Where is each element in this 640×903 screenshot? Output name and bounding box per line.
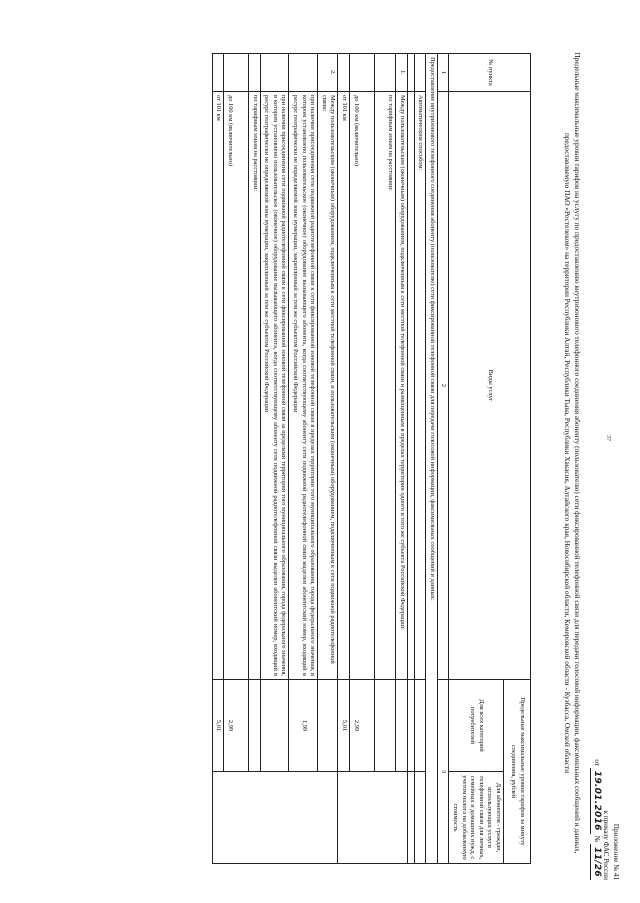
empty-cell xyxy=(350,54,375,92)
empty-cell xyxy=(289,54,318,92)
table-row-item-1-up-to-100 xyxy=(350,54,375,864)
spacer-row xyxy=(407,54,414,864)
header-citizens: Для абонентов - граждан, использующих услуги телефонной связи для личных, семейных и домашних нужд, с учетом налога на добавленную стоимость xyxy=(449,772,504,864)
empty-cell xyxy=(260,680,289,772)
empty-cell xyxy=(318,680,338,772)
item-1-from-101-value: 5,01 xyxy=(338,680,350,772)
item-2-title: Между пользовательским (оконечным) оборудованием, подключенным к сети местной телефонной связи, и пользовательским (оконечным) оборудованием, подключенным к сети подвижной радиотелефонной связи: xyxy=(318,92,338,680)
item-2-number: 2. xyxy=(318,54,338,92)
header-service-type: Виды услуг xyxy=(449,92,531,680)
header-all-consumers: Для всех категорий потребителей xyxy=(449,680,504,772)
table-row-item-2-from-101 xyxy=(212,54,224,864)
item-2-case-a-value: 1,99 xyxy=(289,680,318,772)
table-row-item-2-up-to-100 xyxy=(224,54,249,864)
number-prefix: № xyxy=(593,835,601,843)
empty-cell xyxy=(407,772,414,864)
item-1-number: 1. xyxy=(396,54,408,92)
column-index-row xyxy=(437,54,449,864)
empty-cell xyxy=(375,54,396,92)
item-1-citizens-cell xyxy=(338,772,407,864)
document-title: Предельные максимальные уровни тарифов на услугу по предоставлению внутризонового телефонного соединения абоненту (пользователю) сети фиксированной телефонной связи для передачи голосовой информации, факсимильных сообщений и данных, предоставляемую ПАО «Ростелеком» на территории Республики Алтай, Республики Тыва, Республики Хакасия, Алтайского края, Новосибирской области, Кемеровской области - Кузбасса, Омской области xyxy=(563,52,582,854)
page-number: 37 xyxy=(605,435,611,441)
item-1-title: Между пользовательским (оконечным) оборудованием, подключенным к сети местной телефонной связи и размещенным в пределах территории одного и того же субъекта Российской Федерации: xyxy=(396,92,408,680)
item-2-case-b: при наличии присоединения сети подвижной радиотелефонной связи к сети фиксированной зоновой телефонной связи за пределами территории того муниципального образования, города федерального значения, в котором установлено пользовательское (оконечное) оборудование вызывающего абонента, когда соответствующему абоненту сети подвижной радиотелефонной связи выделен абонентский номер, входящий в ресурс географически не определяемой зоны нумерации, закрепленный за тем же субъектом Российской Федерации xyxy=(260,92,289,680)
handwritten-order-number: 11/26 xyxy=(591,844,602,880)
rotated-document-sheet xyxy=(20,20,620,885)
empty-cell xyxy=(249,680,261,772)
section-title: Предоставление внутризонового телефонного соединения абоненту (пользователю) сети фиксированной телефонной связи для передачи голосовой информации, факсимильных сообщений и данных: xyxy=(426,54,438,864)
table-header-row xyxy=(504,54,531,864)
empty-cell xyxy=(414,680,426,772)
item-2-citizens-cell xyxy=(212,772,338,864)
section-title-row xyxy=(426,54,438,864)
appendix-header xyxy=(591,710,621,880)
empty-cell xyxy=(260,54,289,92)
table-row-item-1-from-101 xyxy=(338,54,350,864)
empty-cell xyxy=(338,54,350,92)
empty-cell xyxy=(407,54,414,92)
empty-cell xyxy=(396,680,408,772)
table-row-item-2 xyxy=(318,54,338,864)
auto-method-row xyxy=(414,54,426,864)
empty-cell xyxy=(249,54,261,92)
appendix-order-ref: к приказу ФАС России xyxy=(602,810,611,880)
table-row-item-2-case-b xyxy=(260,54,289,864)
auto-method-label: Автоматическим способом: xyxy=(414,92,426,680)
appendix-number: Приложение № 41 xyxy=(612,823,620,880)
table-row-item-1-zones xyxy=(375,54,396,864)
item-2-up-to-100: до 100 км (включительно) xyxy=(224,92,249,680)
empty-cell xyxy=(414,54,426,92)
item-2-tariff-zones: по тарифным зонам на расстоянии: xyxy=(249,92,261,680)
index-cell-3: 3 xyxy=(437,680,449,864)
empty-cell xyxy=(407,680,414,772)
item-2-up-to-100-value: 2,99 xyxy=(224,680,249,772)
item-1-from-101: от 101 км xyxy=(338,92,350,680)
item-2-from-101-value: 5,01 xyxy=(212,680,224,772)
index-cell-2: 2 xyxy=(437,92,449,680)
header-tariff-group: Предельные максимальные уровни тарифов за минуту соединения, рублей xyxy=(504,680,531,864)
empty-cell xyxy=(407,92,414,680)
empty-cell xyxy=(224,54,249,92)
empty-cell xyxy=(375,680,396,772)
handwritten-date: 19.01.2016 xyxy=(591,768,602,834)
date-prefix: от xyxy=(593,759,601,766)
index-cell-1: 1 xyxy=(437,54,449,92)
item-2-from-101: от 101 км xyxy=(212,92,224,680)
item-2-case-a: при наличии присоединения сети подвижной радиотелефонной связи к сети фиксированной зоновой телефонной связи в пределах территории того муниципального образования, города федерального значения, в котором установлено пользовательское (оконечное) оборудование вызывающего абонента, когда соответствующему абоненту сети подвижной радиотелефонной связи выделен абонентский номер, входящий в ресурс географически не определяемой зоны нумерации, закрепленный за тем же субъектом Российской Федерации xyxy=(289,92,318,680)
item-1-up-to-100-value: 2,99 xyxy=(350,680,375,772)
header-item-number: № пункта xyxy=(449,54,531,92)
item-1-tariff-zones: по тарифным зонам на расстоянии: xyxy=(375,92,396,680)
appendix-date-line xyxy=(591,710,602,880)
empty-cell xyxy=(212,54,224,92)
table-row-item-2-zones xyxy=(249,54,261,864)
item-1-up-to-100: до 100 км (включительно) xyxy=(350,92,375,680)
table-row-item-2-case-a xyxy=(289,54,318,864)
table-row-item-1 xyxy=(396,54,408,864)
empty-cell xyxy=(414,772,426,864)
tariff-table xyxy=(212,53,531,864)
